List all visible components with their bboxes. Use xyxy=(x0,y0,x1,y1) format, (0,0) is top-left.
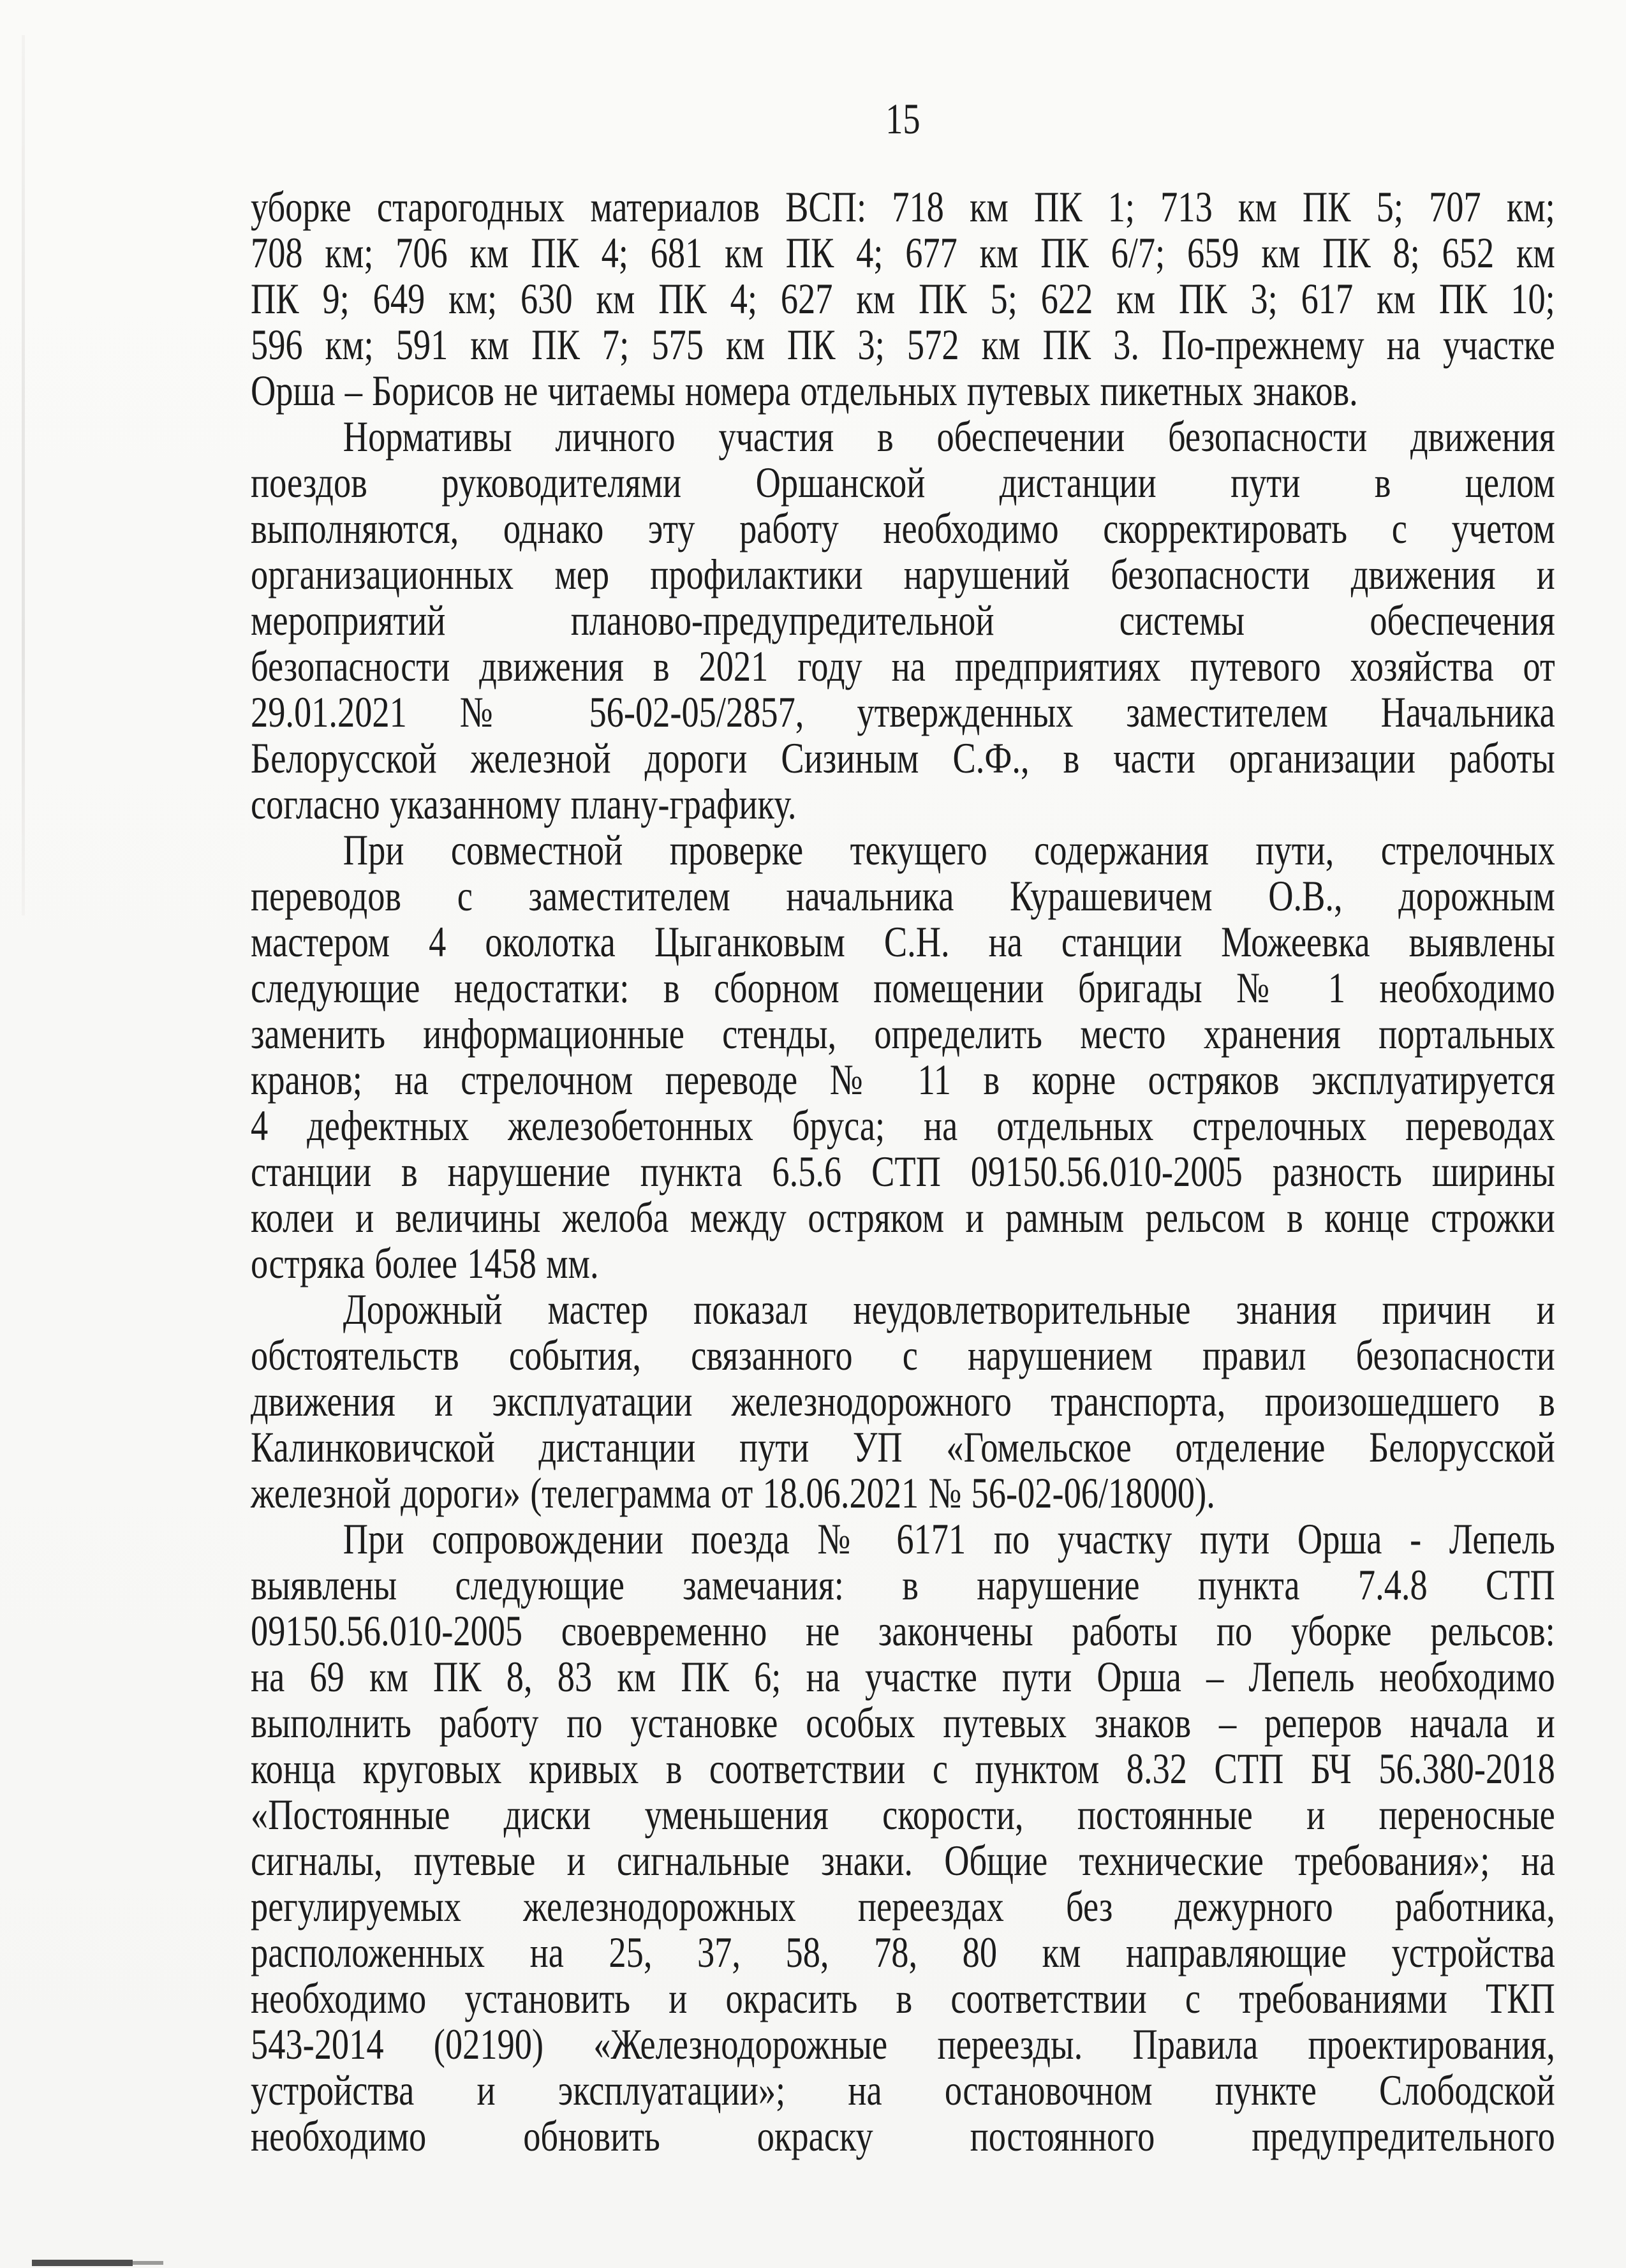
text-line: уборке старогодных материалов ВСП: 718 км ПК 1; 713 км ПК 5; 707 км; xyxy=(251,182,1555,231)
text-line: обстоятельств события, связанного с нарушением правил безопасности xyxy=(251,1331,1555,1379)
text-line: устройства и эксплуатации»; на остановочном пункте Слободской xyxy=(251,2066,1555,2114)
text-line: ПК 9; 649 км; 630 км ПК 4; 627 км ПК 5; 622 км ПК 3; 617 км ПК 10; xyxy=(251,274,1555,323)
text-line: мастером 4 околотка Цыганковым С.Н. на станции Можеевка выявлены xyxy=(251,917,1555,966)
text-line: колеи и величины желоба между остряком и рамным рельсом в конце строжки xyxy=(251,1193,1555,1241)
text-line: 09150.56.010-2005 своевременно не закончены работы по уборке рельсов: xyxy=(251,1606,1555,1655)
text-line: следующие недостатки: в сборном помещении бригады № 1 необходимо xyxy=(251,963,1555,1012)
text-line: железной дороги» (телеграмма от 18.06.2021 № 56-02-06/18000). xyxy=(251,1469,1215,1517)
text-line: Дорожный мастер показал неудовлетворительные знания причин и xyxy=(343,1285,1555,1333)
scan-artifact-left-line xyxy=(22,35,25,915)
text-line: организационных мер профилактики нарушений безопасности движения и xyxy=(251,550,1555,598)
text-line: мероприятий планово-предупредительной системы обеспечения xyxy=(251,596,1555,644)
scan-artifact-bottom-bar xyxy=(32,2260,133,2266)
text-line: выявлены следующие замечания: в нарушение пункта 7.4.8 СТП xyxy=(251,1560,1555,1609)
text-line: 708 км; 706 км ПК 4; 681 км ПК 4; 677 км ПК 6/7; 659 км ПК 8; 652 км xyxy=(251,228,1555,277)
text-line: согласно указанному плану-графику. xyxy=(251,780,797,828)
text-line: 543-2014 (02190) «Железнодорожные переезды. Правила проектирования, xyxy=(251,2020,1555,2068)
text-line: переводов с заместителем начальника Курашевичем О.В., дорожным xyxy=(251,871,1555,920)
text-line: на 69 км ПК 8, 83 км ПК 6; на участке пути Орша – Лепель необходимо xyxy=(251,1652,1555,1701)
text-line: Нормативы личного участия в обеспечении безопасности движения xyxy=(343,412,1555,461)
page-number: 15 xyxy=(885,94,920,143)
text-line: необходимо установить и окрасить в соответствии с требованиями ТКП xyxy=(251,1974,1555,2022)
text-line: станции в нарушение пункта 6.5.6 СТП 09150.56.010-2005 разность ширины xyxy=(251,1147,1555,1196)
text-line: «Постоянные диски уменьшения скорости, постоянные и переносные xyxy=(251,1790,1555,1839)
text-line: поездов руководителями Оршанской дистанции пути в целом xyxy=(251,458,1555,507)
paragraphs xyxy=(251,184,1555,2159)
text-line: выполняются, однако эту работу необходимо скорректировать с учетом xyxy=(251,504,1555,552)
text-line: необходимо обновить окраску постоянного предупредительного xyxy=(251,2112,1555,2160)
text-line: движения и эксплуатации железнодорожного транспорта, произошедшего в xyxy=(251,1377,1555,1425)
text-line: Орша – Борисов не читаемы номера отдельных путевых пикетных знаков. xyxy=(251,366,1358,415)
text-line: регулируемых железнодорожных переездах без дежурного работника, xyxy=(251,1882,1555,1931)
scan-artifact-bottom-bar-tail xyxy=(133,2261,163,2265)
text-line: безопасности движения в 2021 году на предприятиях путевого хозяйства от xyxy=(251,642,1555,690)
text-line: кранов; на стрелочном переводе № 11 в корне остряков эксплуатируется xyxy=(251,1055,1555,1104)
text-line: Белорусской железной дороги Сизиным С.Ф., в части организации работы xyxy=(251,734,1555,782)
text-line: выполнить работу по установке особых путевых знаков – реперов начала и xyxy=(251,1698,1555,1747)
text-line: При совместной проверке текущего содержания пути, стрелочных xyxy=(343,826,1555,874)
text-line: Калинковичской дистанции пути УП «Гомельское отделение Белорусской xyxy=(251,1423,1555,1471)
text-line: 4 дефектных железобетонных бруса; на отдельных стрелочных переводах xyxy=(251,1101,1555,1150)
text-line: остряка более 1458 мм. xyxy=(251,1239,599,1287)
text-line: 29.01.2021 № 56-02-05/2857, утвержденных заместителем Начальника xyxy=(251,688,1555,736)
text-line: заменить информационные стенды, определить место хранения портальных xyxy=(251,1009,1555,1058)
text-line: сигналы, путевые и сигнальные знаки. Общие технические требования»; на xyxy=(251,1836,1555,1885)
text-line: При сопровождении поезда № 6171 по участку пути Орша - Лепель xyxy=(343,1515,1555,1563)
text-line: расположенных на 25, 37, 58, 78, 80 км направляющие устройства xyxy=(251,1928,1555,1976)
text-line: 596 км; 591 км ПК 7; 575 км ПК 3; 572 км ПК 3. По-прежнему на участке xyxy=(251,320,1555,369)
document-text xyxy=(251,96,1555,2159)
text-line: конца круговых кривых в соответствии с пунктом 8.32 СТП БЧ 56.380-2018 xyxy=(251,1744,1555,1793)
